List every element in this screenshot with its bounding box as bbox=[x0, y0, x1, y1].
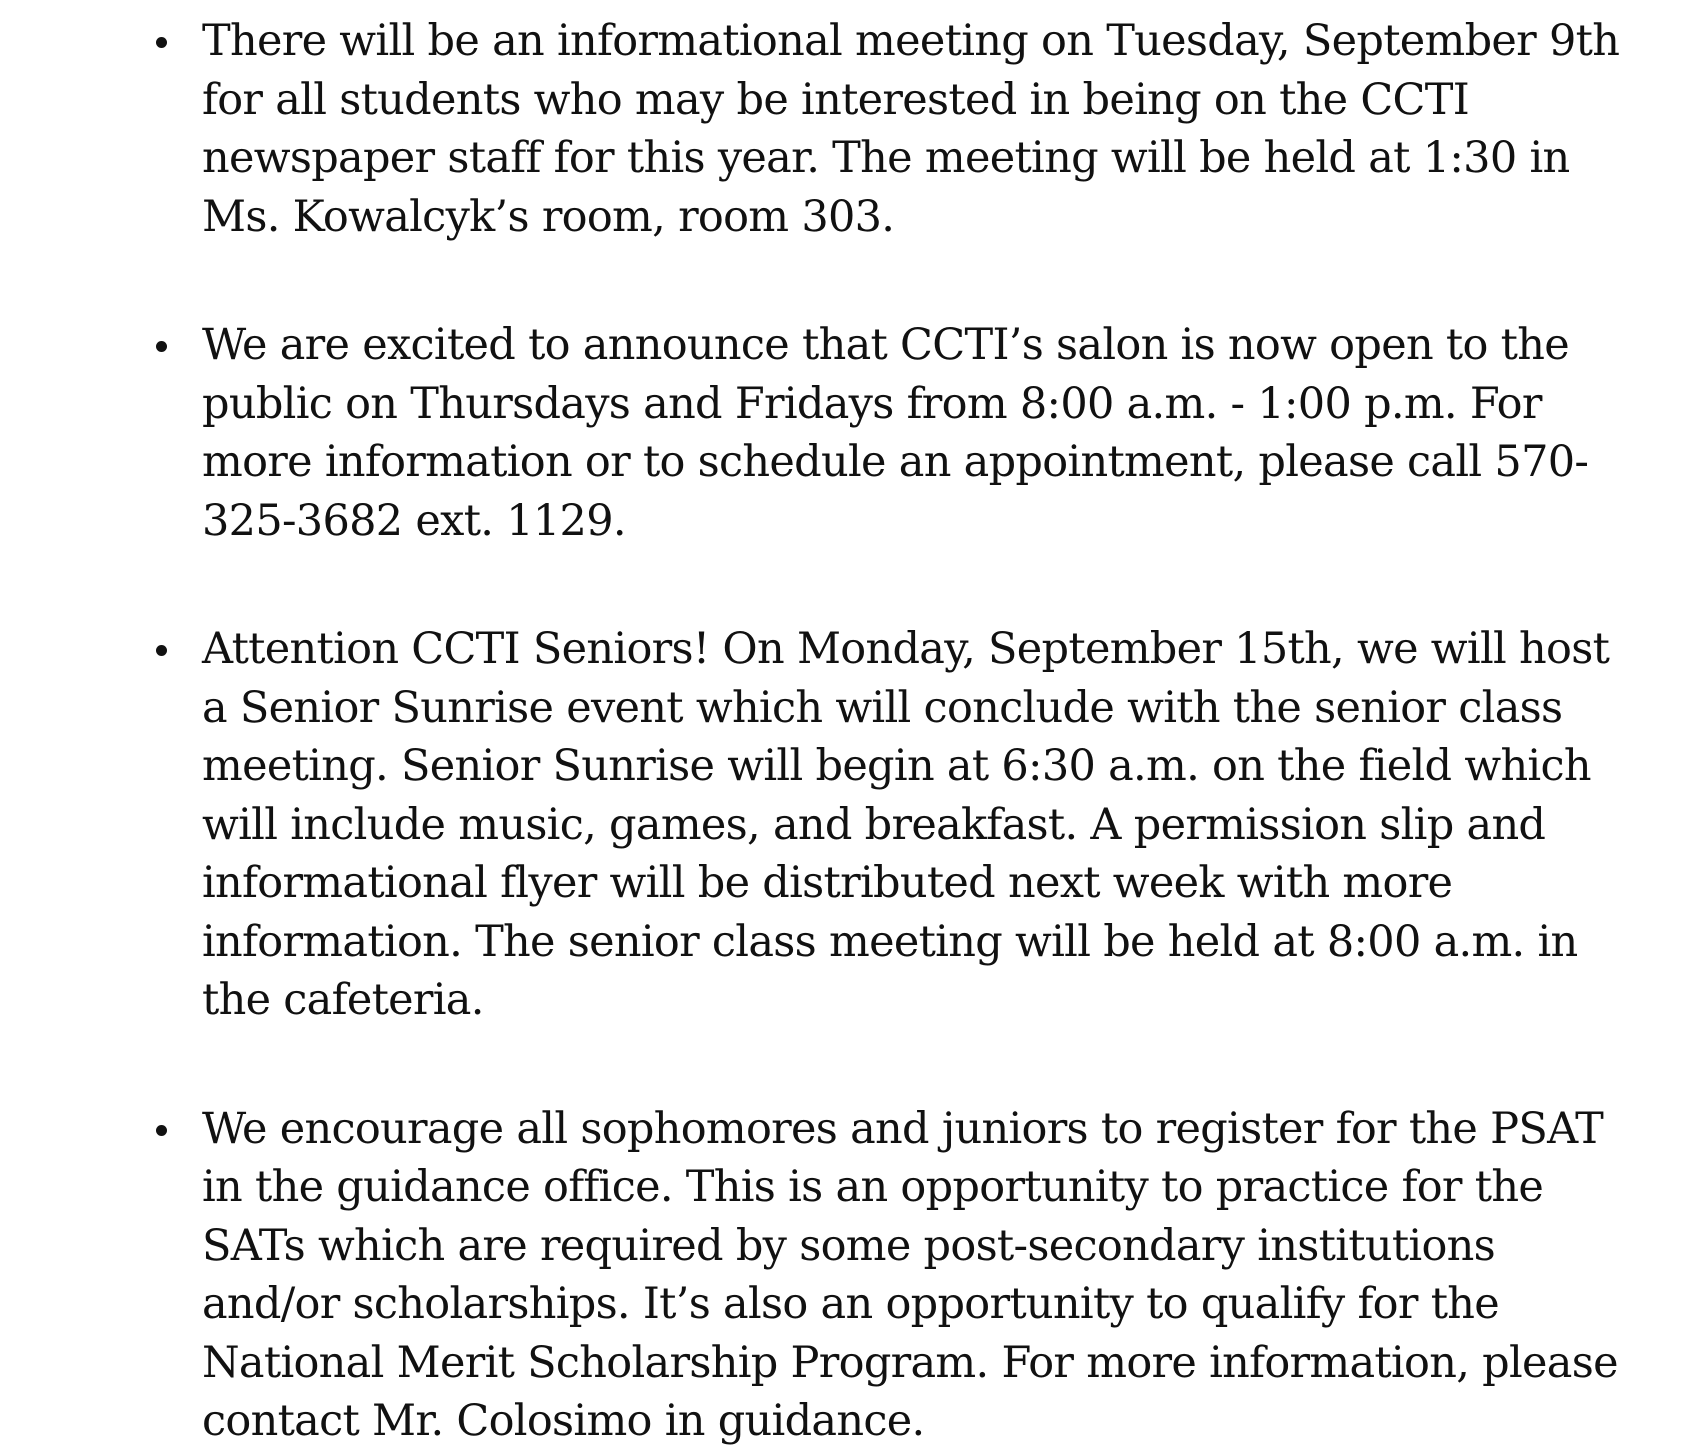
bullet-icon bbox=[156, 645, 167, 656]
bullet-icon bbox=[156, 1125, 167, 1136]
announcement-salon-open bbox=[146, 316, 1636, 550]
bullet-icon bbox=[156, 341, 167, 352]
announcement-text: We encourage all sophomores and juniors to register for the PSAT in the guidance office. This is an opportunity to practice for the SATs which are required by some post-secondary institutions and/or scholarships. It’s also an opportunity to qualify for the National Merit Scholarship Program. For more information, please contact Mr. Colosimo in guidance. bbox=[202, 1103, 1618, 1446]
announcement-text: We are excited to announce that CCTI’s salon is now open to the public on Thursdays and Fridays from 8:00 a.m. - 1:00 p.m. For more information or to schedule an appointment, please call 570-325-3682 ext. 1129. bbox=[202, 320, 1589, 546]
announcement-newspaper-meeting bbox=[146, 12, 1636, 246]
announcement-list bbox=[146, 12, 1636, 1451]
announcement-psat-registration bbox=[146, 1100, 1636, 1451]
announcement-text: Attention CCTI Seniors! On Monday, September 15th, we will host a Senior Sunrise event which will conclude with the senior class meeting. Senior Sunrise will begin at 6:30 a.m. on the field which will include music, games, and breakfast. A permission slip and informational flyer will be distributed next week with more information. The senior class meeting will be held at 8:00 a.m. in the cafeteria. bbox=[202, 624, 1610, 1025]
bullet-icon bbox=[156, 37, 167, 48]
announcement-text: There will be an informational meeting on Tuesday, September 9th for all students who may be interested in being on the CCTI newspaper staff for this year. The meeting will be held at 1:30 in Ms. Kowalcyk’s room, room 303. bbox=[202, 16, 1620, 242]
announcement-senior-sunrise bbox=[146, 620, 1636, 1030]
